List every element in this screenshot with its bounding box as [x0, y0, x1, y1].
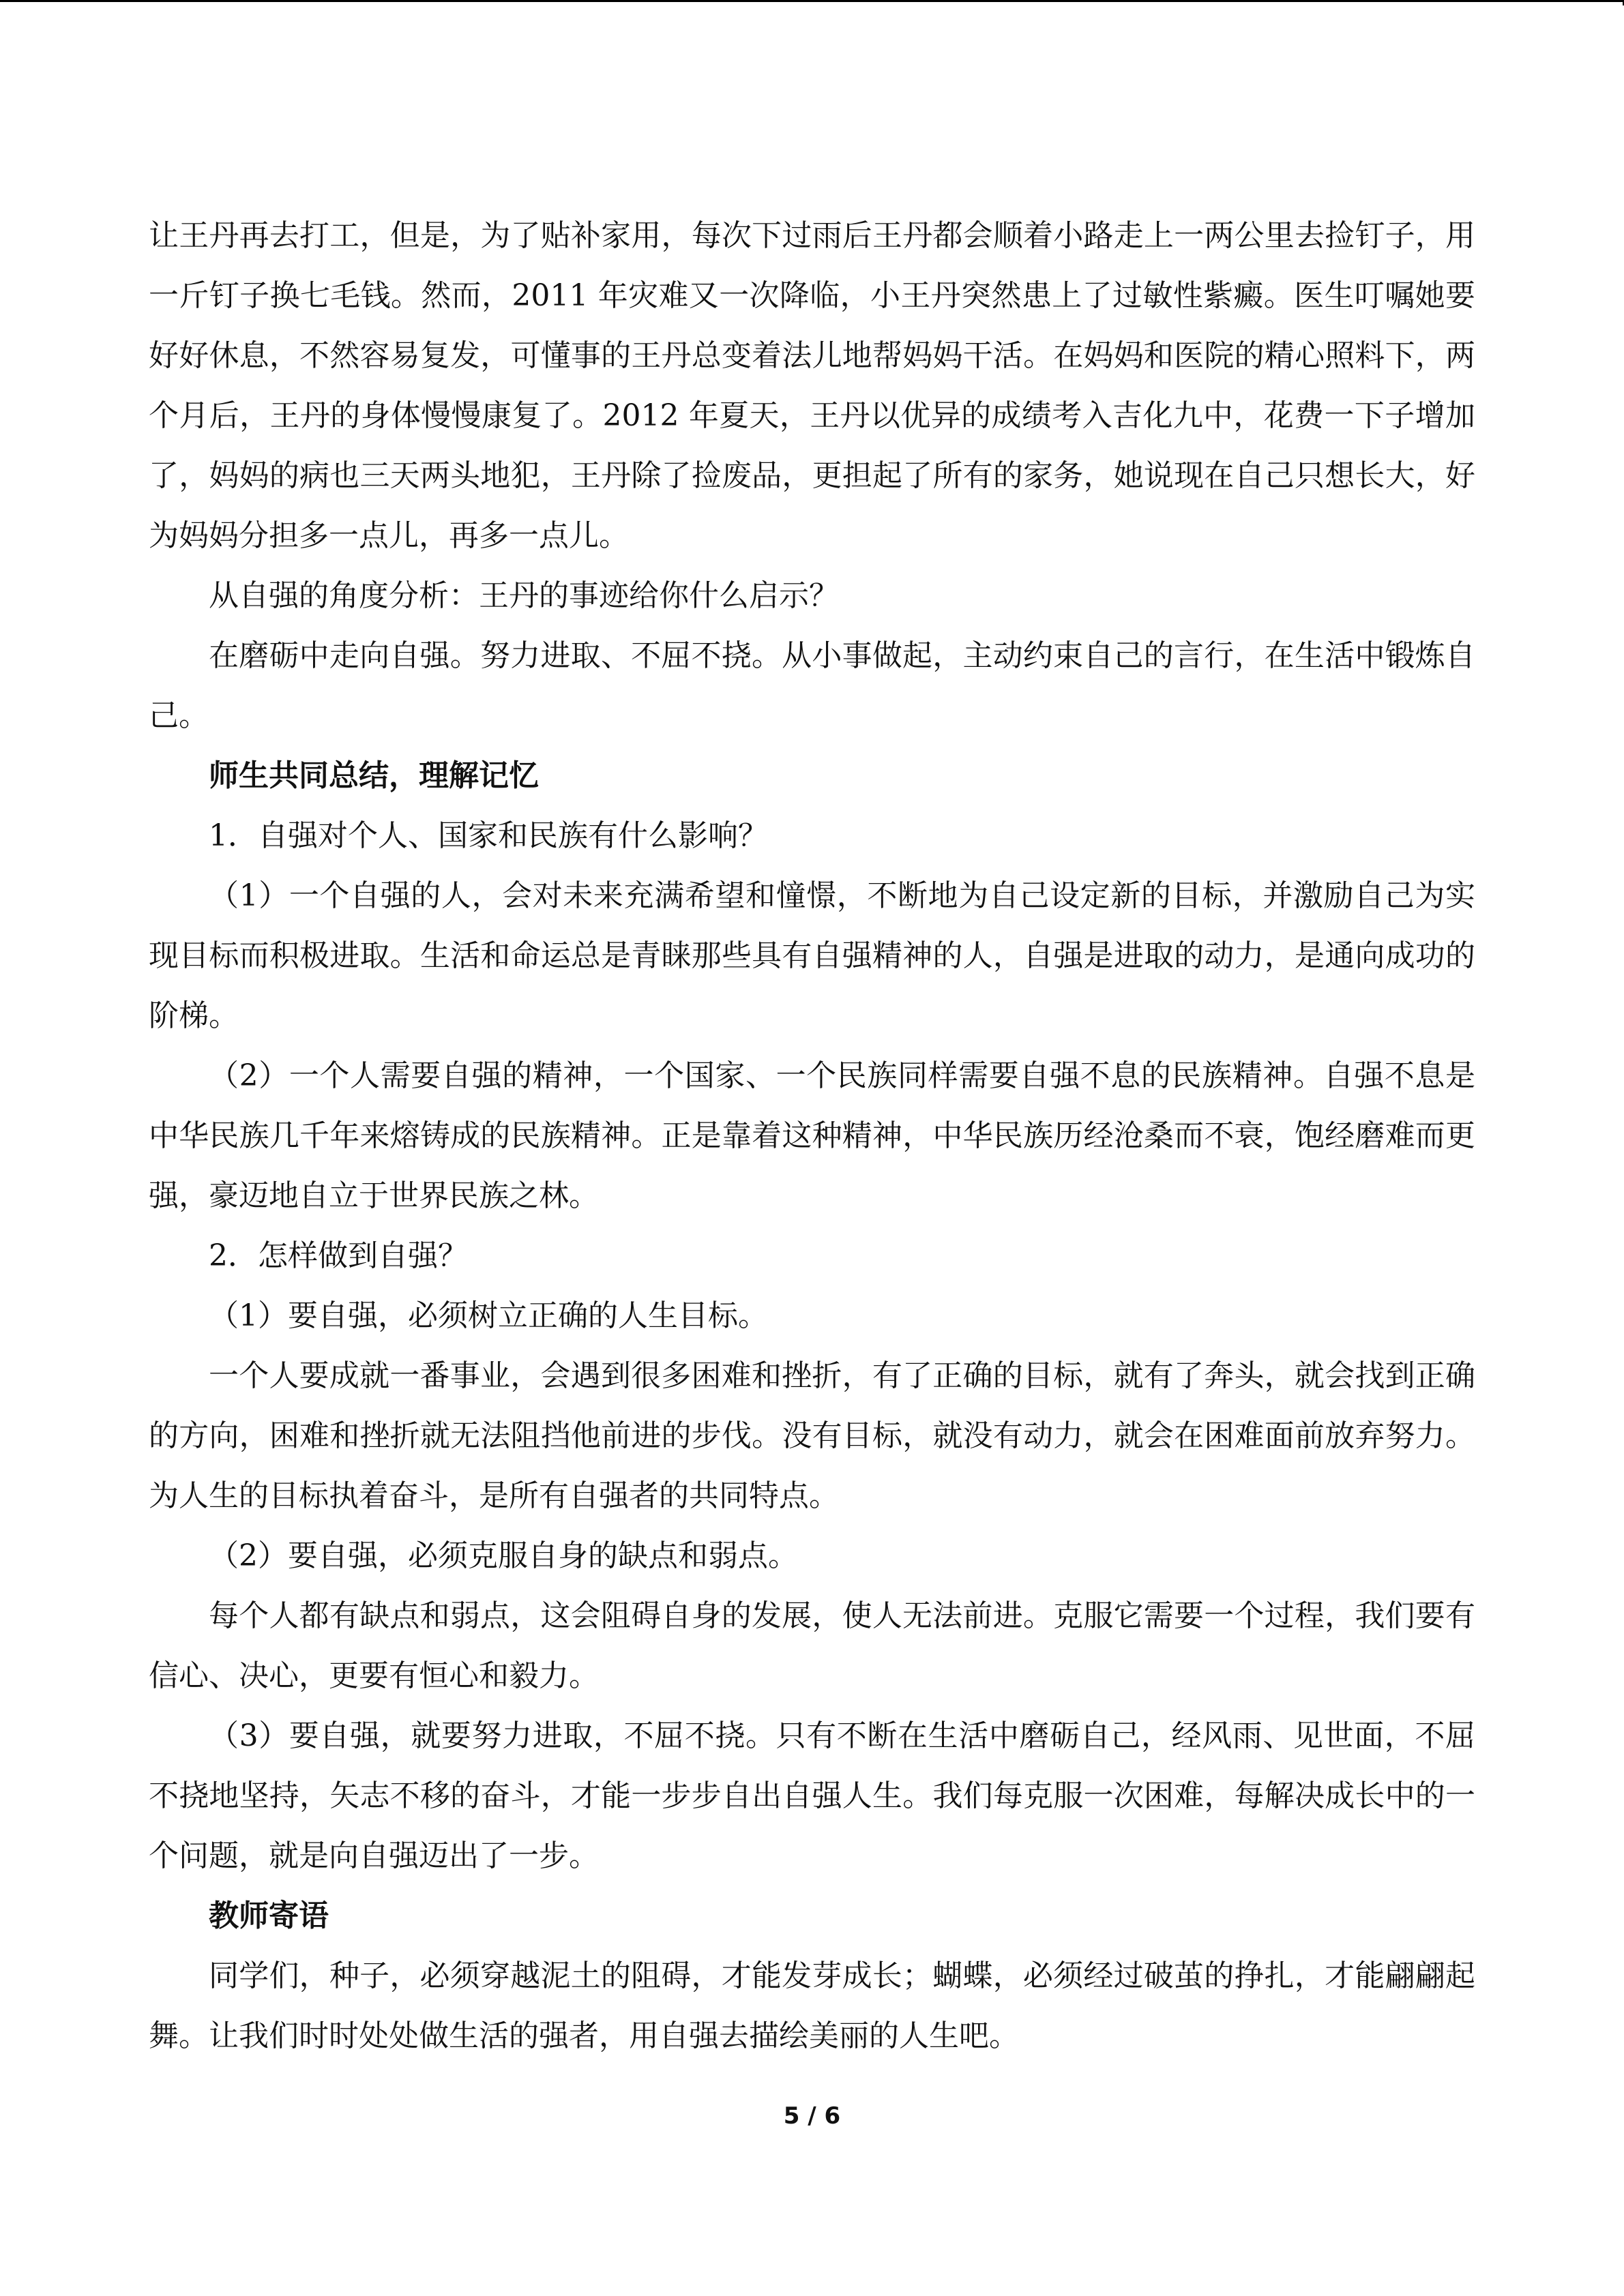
question-2-point-3: （3）要自强，就要努力进取，不屈不挠。只有不断在生活中磨砺自己，经风雨、见世面，不屈不挠地坚持，矢志不移的奋斗，才能一步步自出自强人生。我们每克服一次困难，每解决成长中的一个问题，就是向自强迈出了一步。 [149, 1718, 1475, 1873]
teacher-message: 同学们，种子，必须穿越泥土的阻碍，才能发芽成长；蝴蝶，必须经过破茧的挣扎，才能翩翩起舞。让我们时时处处做生活的强者，用自强去描绘美丽的人生吧。 [149, 1958, 1475, 2053]
question-2-point-2-body: 每个人都有缺点和弱点，这会阻碍自身的发展，使人无法前进。克服它需要一个过程，我们要有信心、决心，更要有恒心和毅力。 [149, 1598, 1475, 1693]
question-1-point-2: （2）一个人需要自强的精神，一个国家、一个民族同样需要自强不息的民族精神。自强不息是中华民族几千年来熔铸成的民族精神。正是靠着这种精神，中华民族历经沧桑而不衰，饱经磨难而更强，豪迈地自立于世界民族之林。 [149, 1058, 1475, 1213]
story-paragraph: 让王丹再去打工，但是，为了贴补家用，每次下过雨后王丹都会顺着小路走上一两公里去捡钉子，用一斤钉子换七毛钱。然而，2011 年灾难又一次降临，小王丹突然患上了过敏性紫癜。医生叮嘱她要好好休息，不然容易复发，可懂事的王丹总变着法儿地帮妈妈干活。在妈妈和医院的精心照料下，两个月后，王丹的身体慢慢康复了。2012 年夏天，王丹以优异的成绩考入吉化九中，花费一下子增加了，妈妈的病也三天两头地犯，王丹除了捡废品，更担起了所有的家务，她说现在自己只想长大，好为妈妈分担多一点儿，再多一点儿。 [149, 218, 1475, 553]
question-2-point-1-body: 一个人要成就一番事业，会遇到很多困难和挫折，有了正确的目标，就有了奔头，就会找到正确的方向，困难和挫折就无法阻挡他前进的步伐。没有目标，就没有动力，就会在困难面前放弃努力。为人生的目标执着奋斗，是所有自强者的共同特点。 [149, 1358, 1475, 1513]
analysis-question: 从自强的角度分析：王丹的事迹给你什么启示？ [209, 578, 839, 613]
summary-heading: 师生共同总结，理解记忆 [209, 758, 539, 793]
teacher-heading: 教师寄语 [209, 1898, 329, 1933]
top-border-line [0, 0, 1624, 2]
question-2-point-1-title: （1）要自强，必须树立正确的人生目标。 [209, 1298, 768, 1333]
page-number: 5 / 6 [783, 2102, 841, 2130]
analysis-answer: 在磨砺中走向自强。努力进取、不屈不挠。从小事做起，主动约束自己的言行，在生活中锻炼自己。 [149, 638, 1475, 733]
question-2: 2．怎样做到自强？ [209, 1238, 468, 1273]
document-body [149, 206, 1475, 2066]
question-2-point-2-title: （2）要自强，必须克服自身的缺点和弱点。 [209, 1538, 798, 1573]
question-1: 1．自强对个人、国家和民族有什么影响？ [209, 818, 768, 853]
question-1-point-1: （1）一个自强的人，会对未来充满希望和憧憬，不断地为自己设定新的目标，并激励自己为实现目标而积极进取。生活和命运总是青睐那些具有自强精神的人，自强是进取的动力，是通向成功的阶梯。 [149, 878, 1475, 1033]
